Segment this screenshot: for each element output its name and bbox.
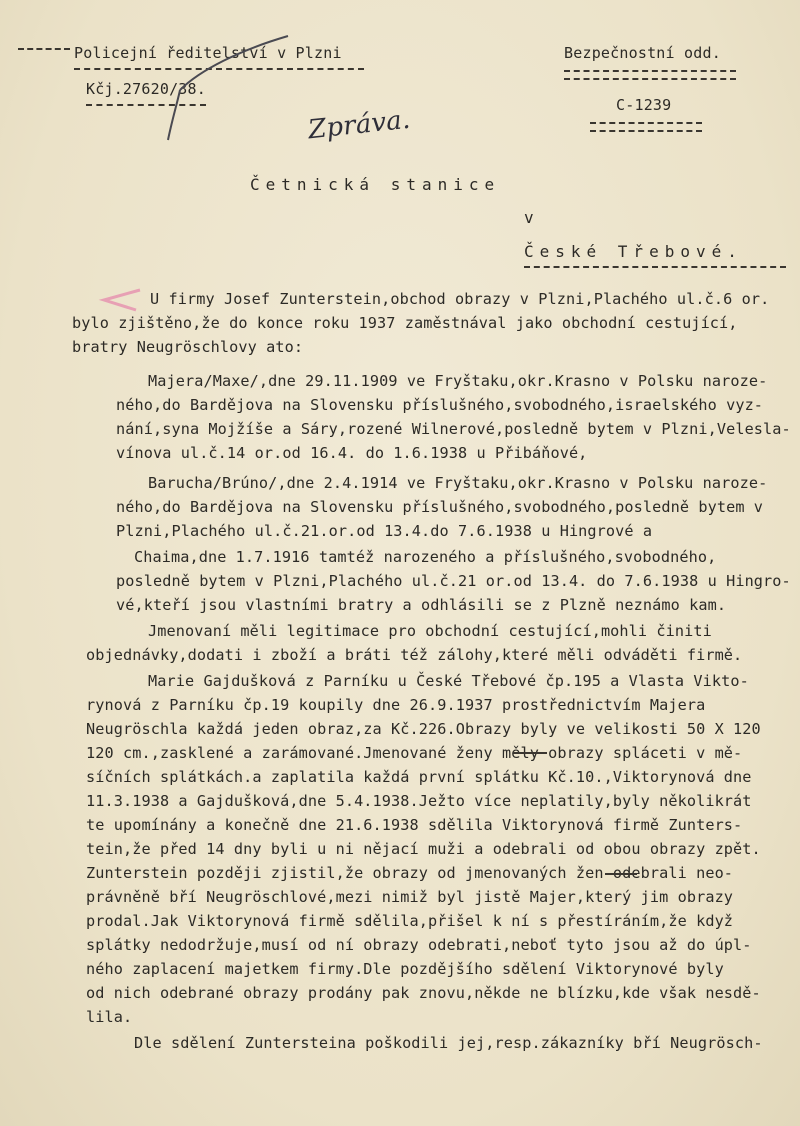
body-line: právněně bří Neugröschlové,mezi nimiž byl jistě Majer,který jim obrazy [86, 888, 734, 906]
body-line: Jmenovaní měli legitimace pro obchodní cestující,mohli činiti [148, 622, 712, 640]
body-line: objednávky,dodati i zboží a bráti též zálohy,které měli odváděti firmě. [86, 646, 743, 664]
body-line: Zunterstein později zjistil,že obrazy od jmenovaných žen odebrali neo- [86, 864, 734, 882]
address-underline [524, 266, 786, 268]
body-line: U firmy Josef Zunterstein,obchod obrazy v Plzni,Plachého ul.č.6 or. [150, 290, 770, 308]
reference-number: Kčj.27620/38. [86, 80, 206, 98]
handwritten-note: Zpráva. [306, 104, 412, 146]
header-rule-left [18, 48, 70, 50]
strike-through-zeny [513, 752, 547, 754]
body-line: ného zaplacení majetkem firmy.Dle pozdějšího sdělení Viktorynové byly [86, 960, 724, 978]
body-line: prodal.Jak Viktorynová firmě sdělila,přišel k ní s přestíráním,že když [86, 912, 734, 930]
body-line: lila. [86, 1008, 133, 1026]
body-line: Majera/Maxe/,dne 29.11.1909 ve Fryštaku,okr.Krasno v Polsku naroze- [148, 372, 768, 390]
body-line: posledně bytem v Plzni,Plachého ul.č.21 or.od 13.4. do 7.6.1938 u Hingro- [116, 572, 791, 590]
body-line: Neugröschla každá jeden obraz,za Kč.226.Obrazy byly ve velikosti 50 X 120 [86, 720, 761, 738]
body-line: te upomínány a konečně dne 21.6.1938 sdělila Viktorynová firmě Zunters- [86, 816, 743, 834]
body-line: bratry Neugröschlovy ato: [72, 338, 304, 356]
body-line: ného,do Bardějova na Slovensku příslušného,svobodného,posledně bytem v [116, 498, 764, 516]
department-underline-2 [564, 78, 736, 80]
handwritten-check-mark [160, 30, 300, 150]
office-name: Policejní ředitelství v Plzni [74, 44, 342, 62]
pink-margin-mark [96, 284, 146, 314]
body-line: Barucha/Brúno/,dne 2.4.1914 ve Fryštaku,okr.Krasno v Polsku naroze- [148, 474, 768, 492]
body-line: 11.3.1938 a Gajdušková,dne 5.4.1938.Ježto více neplatily,byly několikrát [86, 792, 752, 810]
body-line: ného,do Bardějova na Slovensku příslušného,svobodného,israelského vyz- [116, 396, 764, 414]
body-line: vínova ul.č.14 or.od 16.4. do 1.6.1938 u Přibáňové, [116, 444, 588, 462]
body-line: vé,kteří jsou vlastními bratry a odhlásili se z Plzně neznámo kam. [116, 596, 727, 614]
department-name: Bezpečnostní odd. [564, 44, 721, 62]
body-line: od nich odebrané obrazy prodány pak znovu,někde ne blízku,kde však nesdě- [86, 984, 761, 1002]
body-line: tein,že před 14 dny byli u ni nějací muži a odebrali od obou obrazy zpět. [86, 840, 761, 858]
address-line-2: v [524, 208, 540, 227]
department-underline-1 [564, 70, 736, 72]
body-line: síčních splátkách.a zaplatila každá první splátku Kč.10.,Viktorynová dne [86, 768, 752, 786]
body-line: Chaima,dne 1.7.1916 tamtéž narozeného a příslušného,svobodného, [134, 548, 717, 566]
address-line-1: Četnická stanice [250, 175, 501, 194]
strike-through-zen [605, 873, 637, 875]
body-line: 120 cm.,zasklené a zarámované.Jmenované ženy měly obrazy spláceti v mě- [86, 744, 743, 762]
body-line: Marie Gajdušková z Parníku u České Třebové čp.195 a Vlasta Vikto- [148, 672, 749, 690]
body-line: nání,syna Mojžíše a Sáry,rozené Wilnerové,posledně bytem v Plzni,Velesla- [116, 420, 791, 438]
body-line: Dle sdělení Zuntersteina poškodili jej,resp.zákazníky bří Neugrösch- [134, 1034, 763, 1052]
body-line: Plzni,Plachého ul.č.21.or.od 13.4.do 7.6.1938 u Hingrové a [116, 522, 653, 540]
body-line: rynová z Parníku čp.19 koupily dne 26.9.1937 prostřednictvím Majera [86, 696, 706, 714]
body-line: bylo zjištěno,že do konce roku 1937 zaměstnával jako obchodní cestující, [72, 314, 738, 332]
body-line: splátky nedodržuje,musí od ní obrazy odebrati,neboť tyto jsou až do úpl- [86, 936, 752, 954]
address-line-3: České Třebové. [524, 242, 743, 261]
file-code: C-1239 [616, 96, 672, 114]
file-code-underline-2 [590, 130, 702, 132]
file-code-underline-1 [590, 122, 702, 124]
